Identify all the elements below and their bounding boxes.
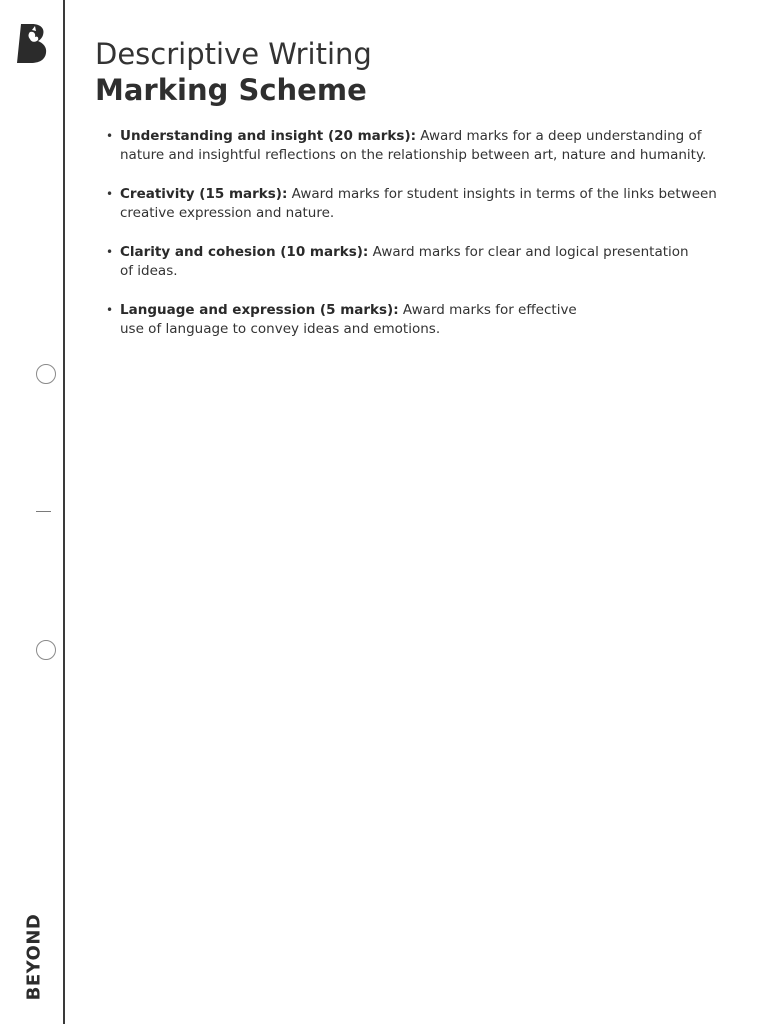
criterion-name: Language and expression (5 marks): <box>120 302 399 318</box>
criterion-description-cont: use of language to convey ideas and emotions. <box>120 321 441 337</box>
criterion-creativity <box>104 185 744 223</box>
criterion-understanding <box>104 127 744 165</box>
criterion-description: Award marks for clear and logical presentation <box>368 244 689 260</box>
criterion-description: Award marks for student insights in terms of the links between <box>287 186 717 202</box>
binding-spine-line <box>63 0 65 1024</box>
criterion-name: Clarity and cohesion (10 marks): <box>120 244 369 260</box>
criterion-language <box>104 301 744 339</box>
criterion-description: Award marks for effective <box>398 302 577 318</box>
brand-wordmark: BEYOND <box>23 913 45 1001</box>
criterion-description-cont: creative expression and nature. <box>120 205 335 221</box>
bullet-icon: • <box>106 129 114 143</box>
criterion-name: Understanding and insight (20 marks): <box>120 128 417 144</box>
criterion-name: Creativity (15 marks): <box>120 186 288 202</box>
page-title-line2: Marking Scheme <box>95 73 367 107</box>
page-title-line1: Descriptive Writing <box>95 37 372 71</box>
criterion-description-cont: of ideas. <box>120 263 178 279</box>
bullet-icon: • <box>106 303 114 317</box>
marking-criteria-list <box>104 127 744 359</box>
page-header <box>95 36 735 108</box>
binder-hole-top <box>36 364 56 384</box>
bullet-icon: • <box>106 187 114 201</box>
b-logo-icon <box>16 22 50 64</box>
criterion-clarity <box>104 243 744 281</box>
criterion-description-cont: nature and insightful reflections on the relationship between art, nature and humanity. <box>120 147 707 163</box>
bullet-icon: • <box>106 245 114 259</box>
center-mark <box>36 511 51 512</box>
binder-hole-bottom <box>36 640 56 660</box>
criterion-description: Award marks for a deep understanding of <box>416 128 702 144</box>
